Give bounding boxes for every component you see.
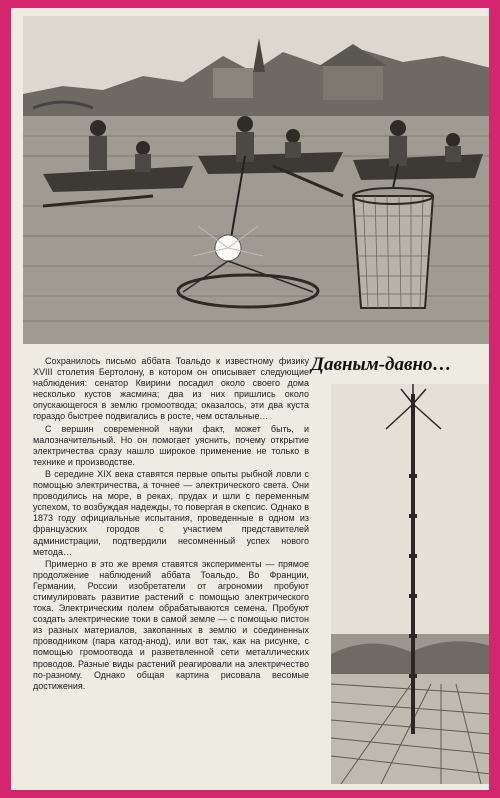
article-body <box>33 356 309 693</box>
paragraph: С вершин современной науки факт, может быть, и малозначительный. Но он помогает уяснить, почему открытие электричества сразу нашло широкое применение не только в технике и производстве. <box>33 423 309 467</box>
paragraph: В середине XIX века ставятся первые опыты рыбной ловли с помощью электричества, а точнее — электрического света. Они проводились на море, в реках, прудах и шли с переменным успехом, то возбуждая надежды, то повергая в скепсис. Однако в 1873 году официальные испытания, проведенные в одном из французских городов с участием представителей администрации, подтвердили несомненный успех нового метода… <box>33 468 309 557</box>
magazine-page <box>11 8 489 790</box>
lightning-rod-garden-illustration <box>331 384 489 784</box>
fishing-with-light-illustration <box>23 16 489 344</box>
paragraph: Примерно в это же время ставятся эксперименты — прямое продолжение наблюдений аббата Тоальдо. Во Франции, Германии, России изобретатели от агрономии пробуют стимулировать развитие растений с помощью электрического тока. Электрическим полем обрабатываются семена. Пробуют создать электрические токи в самой земле — с помощью пистон из разных материалов, закопанных в землю и соединенных проводником (пара катод-анод), или вот так, как на рисунке, с помощью громоотвода и разветвленной сети металлических проводов. Разные виды растений реагировали на электричество по-разному. Однако общая картина рисовала весомые достижения. <box>33 558 309 691</box>
paragraph: Сохранилось письмо аббата Тоальдо к известному физику XVIII столетия Бертолону, в котором он описывает следующие наблюдения: сенатор Квирини посадил около своего дома несколько кустов жасмина; два из них пришлись около опускающегося в землю громоотвода; оказалось, эти два куста гораздо быстрее подвигались в росте, чем остальные… <box>33 356 309 422</box>
article-heading: Давным-давно… <box>311 354 452 375</box>
